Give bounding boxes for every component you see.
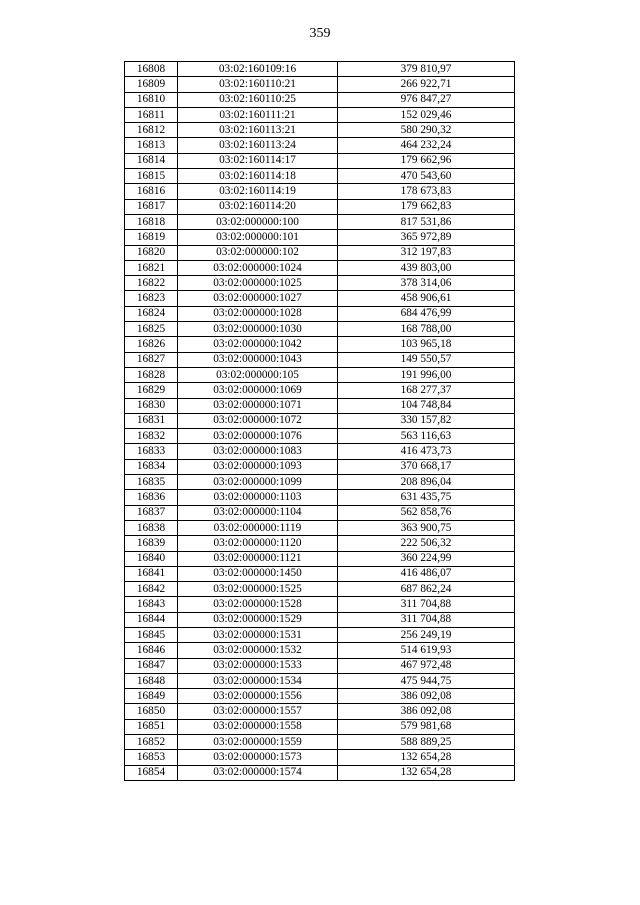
cadastral-number-cell: 03:02:000000:1529 — [178, 612, 338, 627]
row-number-cell: 16846 — [125, 643, 178, 658]
table-row — [125, 245, 515, 260]
row-number-cell: 16810 — [125, 92, 178, 107]
value-cell: 312 197,83 — [338, 245, 515, 260]
row-number-cell: 16825 — [125, 322, 178, 337]
cadastral-number-cell: 03:02:000000:1558 — [178, 719, 338, 734]
cadastral-number-cell: 03:02:000000:1083 — [178, 444, 338, 459]
cadastral-number-cell: 03:02:160113:21 — [178, 123, 338, 138]
table-row — [125, 505, 515, 520]
row-number-cell: 16820 — [125, 245, 178, 260]
cadastral-number-cell: 03:02:160110:21 — [178, 77, 338, 92]
cadastral-number-cell: 03:02:000000:1556 — [178, 689, 338, 704]
cadastral-number-cell: 03:02:160114:19 — [178, 184, 338, 199]
row-number-cell: 16828 — [125, 367, 178, 382]
value-cell: 370 668,17 — [338, 459, 515, 474]
table-row — [125, 260, 515, 275]
row-number-cell: 16815 — [125, 169, 178, 184]
table-row — [125, 520, 515, 535]
value-cell: 104 748,84 — [338, 398, 515, 413]
cadastral-number-cell: 03:02:000000:1557 — [178, 704, 338, 719]
cadastral-number-cell: 03:02:000000:1533 — [178, 658, 338, 673]
value-cell: 311 704,88 — [338, 597, 515, 612]
cadastral-number-cell: 03:02:000000:1025 — [178, 276, 338, 291]
table-row — [125, 383, 515, 398]
table-row — [125, 429, 515, 444]
value-cell: 363 900,75 — [338, 520, 515, 535]
cadastral-number-cell: 03:02:000000:1120 — [178, 536, 338, 551]
value-cell: 439 803,00 — [338, 260, 515, 275]
row-number-cell: 16818 — [125, 214, 178, 229]
row-number-cell: 16851 — [125, 719, 178, 734]
row-number-cell: 16840 — [125, 551, 178, 566]
value-cell: 684 476,99 — [338, 306, 515, 321]
table-row — [125, 322, 515, 337]
cadastral-number-cell: 03:02:000000:1532 — [178, 643, 338, 658]
table-row — [125, 689, 515, 704]
table-row — [125, 459, 515, 474]
row-number-cell: 16829 — [125, 383, 178, 398]
row-number-cell: 16824 — [125, 306, 178, 321]
row-number-cell: 16830 — [125, 398, 178, 413]
cadastral-number-cell: 03:02:000000:100 — [178, 214, 338, 229]
cadastral-number-cell: 03:02:000000:1121 — [178, 551, 338, 566]
cadastral-number-cell: 03:02:000000:1069 — [178, 383, 338, 398]
cadastral-number-cell: 03:02:000000:1072 — [178, 413, 338, 428]
cadastral-value-table — [124, 61, 515, 781]
value-cell: 817 531,86 — [338, 214, 515, 229]
cadastral-number-cell: 03:02:000000:1559 — [178, 735, 338, 750]
cadastral-number-cell: 03:02:160113:24 — [178, 138, 338, 153]
cadastral-number-cell: 03:02:000000:1099 — [178, 475, 338, 490]
table-row — [125, 444, 515, 459]
table-row — [125, 107, 515, 122]
row-number-cell: 16817 — [125, 199, 178, 214]
value-cell: 360 224,99 — [338, 551, 515, 566]
row-number-cell: 16839 — [125, 536, 178, 551]
table-row — [125, 475, 515, 490]
table-row — [125, 735, 515, 750]
row-number-cell: 16848 — [125, 673, 178, 688]
table-row — [125, 566, 515, 581]
value-cell: 470 543,60 — [338, 169, 515, 184]
row-number-cell: 16852 — [125, 735, 178, 750]
row-number-cell: 16833 — [125, 444, 178, 459]
cadastral-number-cell: 03:02:160111:21 — [178, 107, 338, 122]
row-number-cell: 16827 — [125, 352, 178, 367]
table-row — [125, 184, 515, 199]
cadastral-number-cell: 03:02:000000:1103 — [178, 490, 338, 505]
value-cell: 687 862,24 — [338, 582, 515, 597]
table-row — [125, 199, 515, 214]
value-cell: 168 277,37 — [338, 383, 515, 398]
value-cell: 208 896,04 — [338, 475, 515, 490]
table-row — [125, 536, 515, 551]
table-row — [125, 704, 515, 719]
cadastral-number-cell: 03:02:000000:1525 — [178, 582, 338, 597]
row-number-cell: 16841 — [125, 566, 178, 581]
value-cell: 464 232,24 — [338, 138, 515, 153]
value-cell: 330 157,82 — [338, 413, 515, 428]
value-cell: 149 550,57 — [338, 352, 515, 367]
row-number-cell: 16811 — [125, 107, 178, 122]
cadastral-number-cell: 03:02:000000:1574 — [178, 765, 338, 780]
table-row — [125, 367, 515, 382]
value-cell: 152 029,46 — [338, 107, 515, 122]
row-number-cell: 16816 — [125, 184, 178, 199]
value-cell: 191 996,00 — [338, 367, 515, 382]
value-cell: 256 249,19 — [338, 627, 515, 642]
value-cell: 379 810,97 — [338, 62, 515, 77]
table-row — [125, 169, 515, 184]
cadastral-number-cell: 03:02:000000:1450 — [178, 566, 338, 581]
value-cell: 179 662,83 — [338, 199, 515, 214]
value-cell: 311 704,88 — [338, 612, 515, 627]
cadastral-number-cell: 03:02:000000:1071 — [178, 398, 338, 413]
table-row — [125, 413, 515, 428]
value-cell: 386 092,08 — [338, 689, 515, 704]
value-cell: 458 906,61 — [338, 291, 515, 306]
value-cell: 132 654,28 — [338, 765, 515, 780]
table-row — [125, 352, 515, 367]
row-number-cell: 16821 — [125, 260, 178, 275]
row-number-cell: 16814 — [125, 153, 178, 168]
value-cell: 467 972,48 — [338, 658, 515, 673]
row-number-cell: 16812 — [125, 123, 178, 138]
table-row — [125, 153, 515, 168]
table-row — [125, 214, 515, 229]
table-row — [125, 77, 515, 92]
table-row — [125, 306, 515, 321]
cadastral-number-cell: 03:02:000000:1028 — [178, 306, 338, 321]
value-cell: 365 972,89 — [338, 230, 515, 245]
cadastral-number-cell: 03:02:000000:1030 — [178, 322, 338, 337]
value-cell: 378 314,06 — [338, 276, 515, 291]
value-cell: 588 889,25 — [338, 735, 515, 750]
cadastral-number-cell: 03:02:160114:20 — [178, 199, 338, 214]
row-number-cell: 16809 — [125, 77, 178, 92]
value-cell: 416 486,07 — [338, 566, 515, 581]
table-row — [125, 291, 515, 306]
row-number-cell: 16854 — [125, 765, 178, 780]
table-row — [125, 337, 515, 352]
cadastral-number-cell: 03:02:000000:1027 — [178, 291, 338, 306]
row-number-cell: 16844 — [125, 612, 178, 627]
cadastral-number-cell: 03:02:000000:1573 — [178, 750, 338, 765]
row-number-cell: 16822 — [125, 276, 178, 291]
table-row — [125, 276, 515, 291]
cadastral-number-cell: 03:02:160109:16 — [178, 62, 338, 77]
cadastral-number-cell: 03:02:000000:1024 — [178, 260, 338, 275]
value-cell: 475 944,75 — [338, 673, 515, 688]
table-row — [125, 92, 515, 107]
row-number-cell: 16831 — [125, 413, 178, 428]
cadastral-number-cell: 03:02:000000:1528 — [178, 597, 338, 612]
row-number-cell: 16849 — [125, 689, 178, 704]
table-body — [125, 62, 515, 781]
row-number-cell: 16835 — [125, 475, 178, 490]
value-cell: 580 290,32 — [338, 123, 515, 138]
row-number-cell: 16850 — [125, 704, 178, 719]
cadastral-number-cell: 03:02:000000:1534 — [178, 673, 338, 688]
cadastral-number-cell: 03:02:000000:102 — [178, 245, 338, 260]
table-row — [125, 673, 515, 688]
row-number-cell: 16823 — [125, 291, 178, 306]
value-cell: 416 473,73 — [338, 444, 515, 459]
table-row — [125, 658, 515, 673]
table-row — [125, 123, 515, 138]
row-number-cell: 16847 — [125, 658, 178, 673]
cadastral-number-cell: 03:02:000000:1076 — [178, 429, 338, 444]
row-number-cell: 16826 — [125, 337, 178, 352]
table-row — [125, 597, 515, 612]
value-cell: 178 673,83 — [338, 184, 515, 199]
value-cell: 976 847,27 — [338, 92, 515, 107]
row-number-cell: 16838 — [125, 520, 178, 535]
table-row — [125, 765, 515, 780]
row-number-cell: 16813 — [125, 138, 178, 153]
table-row — [125, 582, 515, 597]
table-row — [125, 627, 515, 642]
value-cell: 179 662,96 — [338, 153, 515, 168]
cadastral-number-cell: 03:02:160114:18 — [178, 169, 338, 184]
cadastral-number-cell: 03:02:000000:101 — [178, 230, 338, 245]
table-row — [125, 719, 515, 734]
cadastral-number-cell: 03:02:000000:1043 — [178, 352, 338, 367]
row-number-cell: 16832 — [125, 429, 178, 444]
row-number-cell: 16842 — [125, 582, 178, 597]
cadastral-number-cell: 03:02:000000:1119 — [178, 520, 338, 535]
row-number-cell: 16836 — [125, 490, 178, 505]
cadastral-number-cell: 03:02:000000:1104 — [178, 505, 338, 520]
table-row — [125, 62, 515, 77]
value-cell: 222 506,32 — [338, 536, 515, 551]
page-number: 359 — [309, 26, 331, 41]
cadastral-number-cell: 03:02:000000:1042 — [178, 337, 338, 352]
row-number-cell: 16853 — [125, 750, 178, 765]
value-cell: 266 922,71 — [338, 77, 515, 92]
cadastral-number-cell: 03:02:160114:17 — [178, 153, 338, 168]
table-row — [125, 750, 515, 765]
table-row — [125, 230, 515, 245]
cadastral-number-cell: 03:02:160110:25 — [178, 92, 338, 107]
table-row — [125, 643, 515, 658]
value-cell: 132 654,28 — [338, 750, 515, 765]
row-number-cell: 16845 — [125, 627, 178, 642]
row-number-cell: 16834 — [125, 459, 178, 474]
value-cell: 562 858,76 — [338, 505, 515, 520]
table-row — [125, 490, 515, 505]
table-row — [125, 398, 515, 413]
cadastral-number-cell: 03:02:000000:1093 — [178, 459, 338, 474]
value-cell: 514 619,93 — [338, 643, 515, 658]
row-number-cell: 16808 — [125, 62, 178, 77]
cadastral-number-cell: 03:02:000000:1531 — [178, 627, 338, 642]
row-number-cell: 16819 — [125, 230, 178, 245]
value-cell: 579 981,68 — [338, 719, 515, 734]
value-cell: 631 435,75 — [338, 490, 515, 505]
cadastral-number-cell: 03:02:000000:105 — [178, 367, 338, 382]
table-row — [125, 612, 515, 627]
row-number-cell: 16837 — [125, 505, 178, 520]
row-number-cell: 16843 — [125, 597, 178, 612]
value-cell: 168 788,00 — [338, 322, 515, 337]
value-cell: 386 092,08 — [338, 704, 515, 719]
value-cell: 103 965,18 — [338, 337, 515, 352]
table-row — [125, 138, 515, 153]
value-cell: 563 116,63 — [338, 429, 515, 444]
table-row — [125, 551, 515, 566]
